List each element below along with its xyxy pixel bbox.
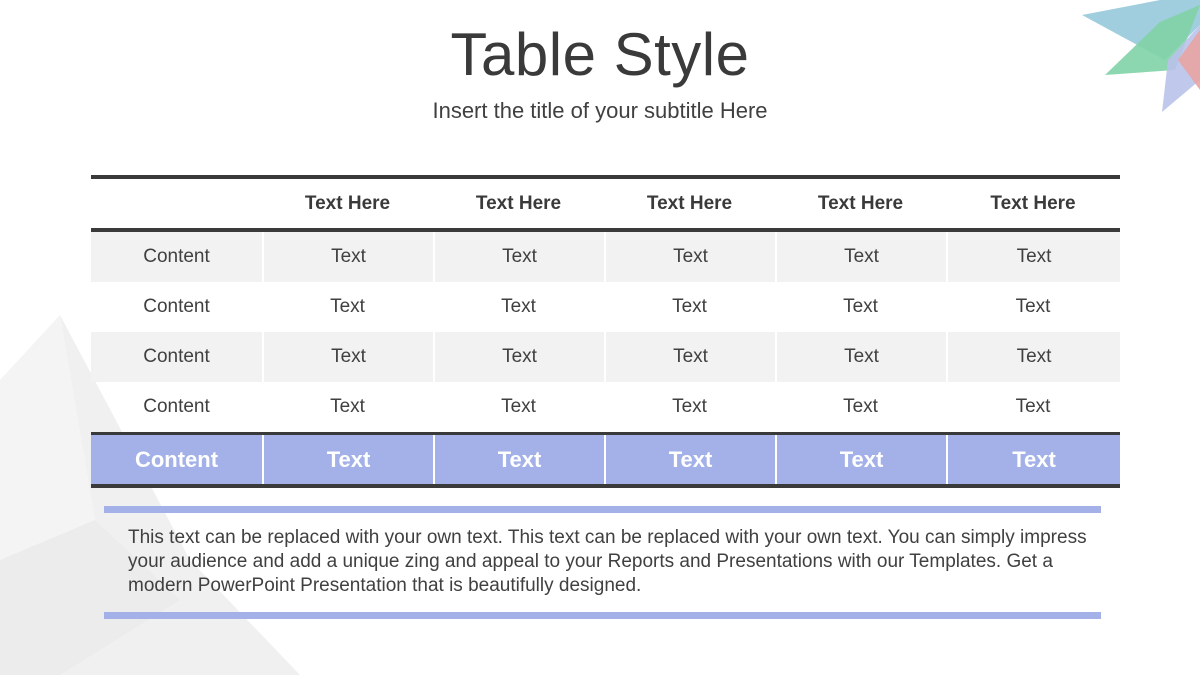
table-cell: Content xyxy=(143,396,210,417)
total-cell: Text xyxy=(262,435,433,484)
table-cell: Content xyxy=(91,232,262,282)
table-cell: Text xyxy=(433,232,604,282)
table-cell: Text xyxy=(262,332,433,382)
table-row xyxy=(91,382,1120,432)
table-cell: Text xyxy=(946,232,1120,282)
header-cell-2: Text Here xyxy=(475,192,562,214)
table-cell: Text xyxy=(604,332,775,382)
divider-bottom xyxy=(104,612,1101,619)
table-cell: Text xyxy=(843,396,878,417)
table-cell: Text xyxy=(843,296,878,317)
total-cell: Text xyxy=(433,435,604,484)
table-total-row xyxy=(91,432,1120,488)
total-cell: Content xyxy=(91,435,262,484)
table-row xyxy=(91,232,1120,282)
body-paragraph: This text can be replaced with your own text. This text can be replaced with your own text. You can simply impress your audience and add a unique zing and appeal to your Reports and Presentations with our Templates. Get a modern PowerPoint Presentation that is beautifully designed. xyxy=(128,527,1087,596)
table-cell: Text xyxy=(604,232,775,282)
table-cell: Text xyxy=(775,332,946,382)
header-cell-5: Text Here xyxy=(990,192,1076,214)
header-cell-1: Text Here xyxy=(304,192,391,214)
table-cell: Text xyxy=(501,396,536,417)
slide-title: Table Style xyxy=(450,21,750,88)
header-cell-0 xyxy=(91,179,262,228)
table-cell: Text xyxy=(501,296,536,317)
table-row xyxy=(91,332,1120,382)
total-cell: Text xyxy=(775,435,946,484)
data-table xyxy=(91,175,1120,488)
divider-top xyxy=(104,506,1101,513)
table-cell: Text xyxy=(775,232,946,282)
table-cell: Text xyxy=(262,232,433,282)
table-cell: Text xyxy=(1015,296,1051,317)
table-cell: Content xyxy=(91,332,262,382)
table-cell: Text xyxy=(946,332,1120,382)
table-cell: Text xyxy=(433,332,604,382)
table-row xyxy=(91,282,1120,332)
table-cell: Content xyxy=(143,296,210,317)
header-cell-3: Text Here xyxy=(646,192,733,214)
slide-subtitle: Insert the title of your subtitle Here xyxy=(432,98,768,123)
table-cell: Text xyxy=(330,296,365,317)
table-cell: Text xyxy=(672,396,707,417)
total-cell: Text xyxy=(604,435,775,484)
total-cell: Text xyxy=(946,435,1120,484)
table-header-row xyxy=(91,179,1120,232)
table-cell: Text xyxy=(330,396,365,417)
table-cell: Text xyxy=(672,296,707,317)
table-cell: Text xyxy=(1015,396,1051,417)
header-cell-4: Text Here xyxy=(817,192,904,214)
